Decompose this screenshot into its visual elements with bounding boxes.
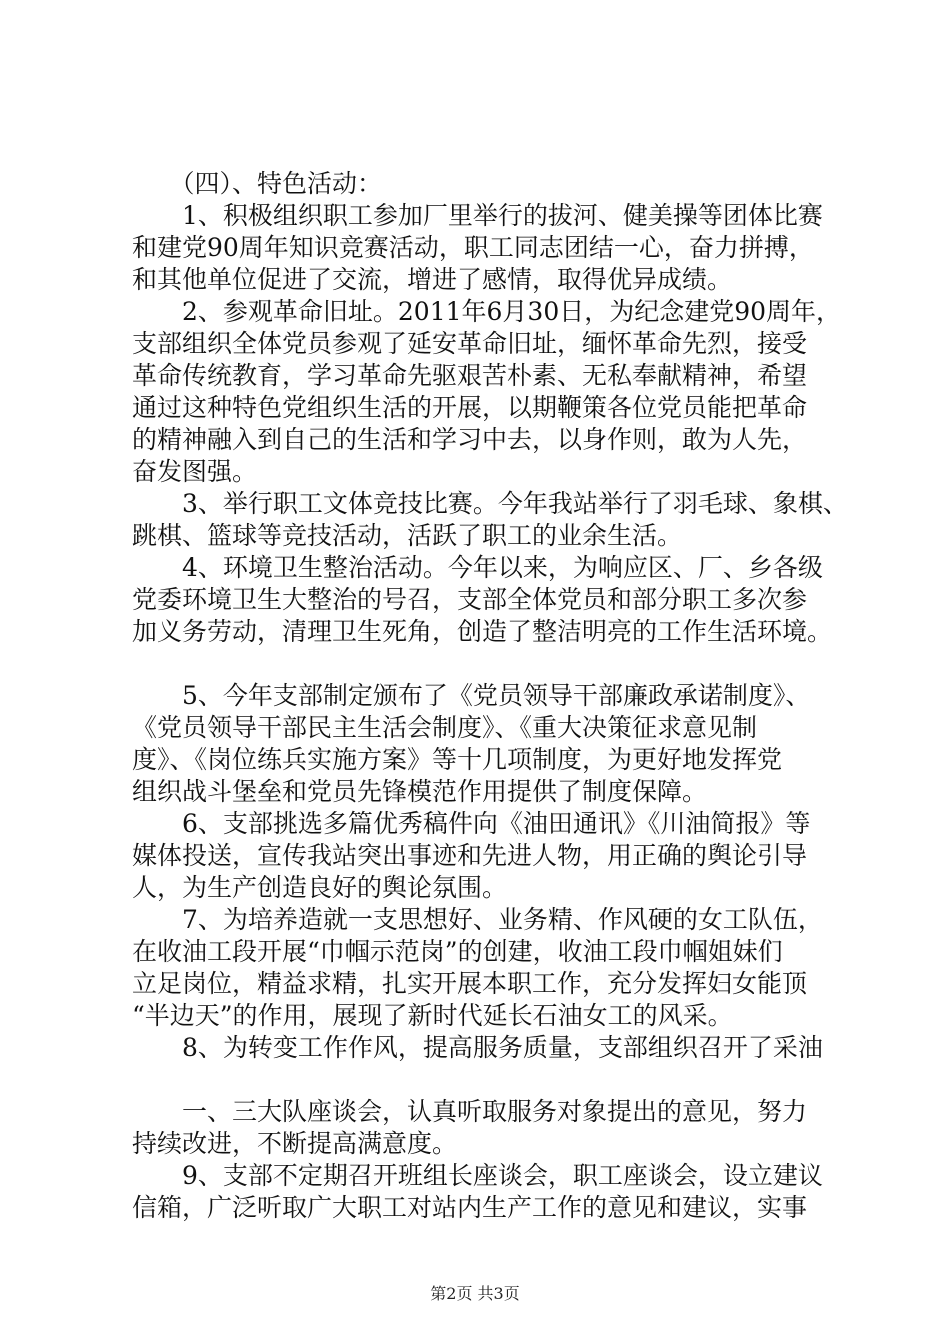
text-line: 跳棋、篮球等竞技活动，活跃了职工的业余生活。 xyxy=(132,521,683,550)
text-line: 信箱，广泛听取广大职工对站内生产工作的意见和建议，实事 xyxy=(132,1193,808,1222)
text-line: 5、今年支部制定颁布了《党员领导干部廉政承诺制度》、 xyxy=(132,681,811,710)
text-line: 持续改进，不断提高满意度。 xyxy=(132,1129,458,1158)
text-line: 7、为培养造就一支思想好、业务精、作风硬的女工队伍， xyxy=(132,905,823,934)
text-line: （四）、特色活动： xyxy=(132,169,383,198)
text-line: 9、支部不定期召开班组长座谈会，职工座谈会，设立建议 xyxy=(132,1161,823,1190)
text-line: 度》、《岗位练兵实施方案》等十几项制度，为更好地发挥党 xyxy=(132,745,783,774)
text-line: 1、积极组织职工参加厂里举行的拔河、健美操等团体比赛 xyxy=(132,201,823,230)
text-line: 一、三大队座谈会，认真听取服务对象提出的意见，努力 xyxy=(132,1097,808,1126)
text-line: 革命传统教育，学习革命先驱艰苦朴素、无私奉献精神，希望 xyxy=(132,361,808,390)
text-line: 的精神融入到自己的生活和学习中去，以身作则，敢为人先， xyxy=(132,425,808,454)
text-line: 《党员领导干部民主生活会制度》、《重大决策征求意见制 xyxy=(132,713,758,742)
paragraph-gap xyxy=(132,648,832,680)
text-line: 媒体投送，宣传我站突出事迹和先进人物，用正确的舆论引导 xyxy=(132,841,808,870)
text-line: “半边天”的作用，展现了新时代延长石油女工的风采。 xyxy=(132,1001,733,1030)
page-number-footer: 第2页 共3页 xyxy=(430,1284,520,1303)
text-line: 立足岗位，精益求精，扎实开展本职工作，充分发挥妇女能顶 xyxy=(132,969,808,998)
text-line: 和其他单位促进了交流，增进了感情，取得优异成绩。 xyxy=(132,265,733,294)
text-line: 党委环境卫生大整治的号召，支部全体党员和部分职工多次参 xyxy=(132,585,808,614)
text-line: 3、举行职工文体竞技比赛。今年我站举行了羽毛球、象棋、 xyxy=(132,489,848,518)
text-line: 在收油工段开展“巾帼示范岗”的创建，收油工段巾帼姐妹们 xyxy=(132,937,783,966)
text-line: 通过这种特色党组织生活的开展，以期鞭策各位党员能把革命 xyxy=(132,393,808,422)
text-line: 奋发图强。 xyxy=(132,457,258,486)
text-line: 8、为转变工作作风，提高服务质量，支部组织召开了采油 xyxy=(132,1033,823,1062)
text-line: 6、支部挑选多篇优秀稿件向《油田通讯》《川油简报》等 xyxy=(132,809,811,838)
text-line: 组织战斗堡垒和党员先锋模范作用提供了制度保障。 xyxy=(132,777,708,806)
document-body xyxy=(132,168,848,1224)
text-line: 4、环境卫生整治活动。今年以来，为响应区、厂、乡各级 xyxy=(132,553,823,582)
text-line: 加义务劳动，清理卫生死角，创造了整洁明亮的工作生活环境。 xyxy=(132,617,833,646)
text-line: 和建党90周年知识竞赛活动，职工同志团结一心，奋力拼搏， xyxy=(132,233,814,262)
text-line: 支部组织全体党员参观了延安革命旧址，缅怀革命先烈，接受 xyxy=(132,329,808,358)
text-line: 2、参观革命旧址。2011年6月30日，为纪念建党90周年， xyxy=(132,297,842,326)
text-line: 人，为生产创造良好的舆论氛围。 xyxy=(132,873,508,902)
paragraph-gap xyxy=(132,1064,832,1096)
